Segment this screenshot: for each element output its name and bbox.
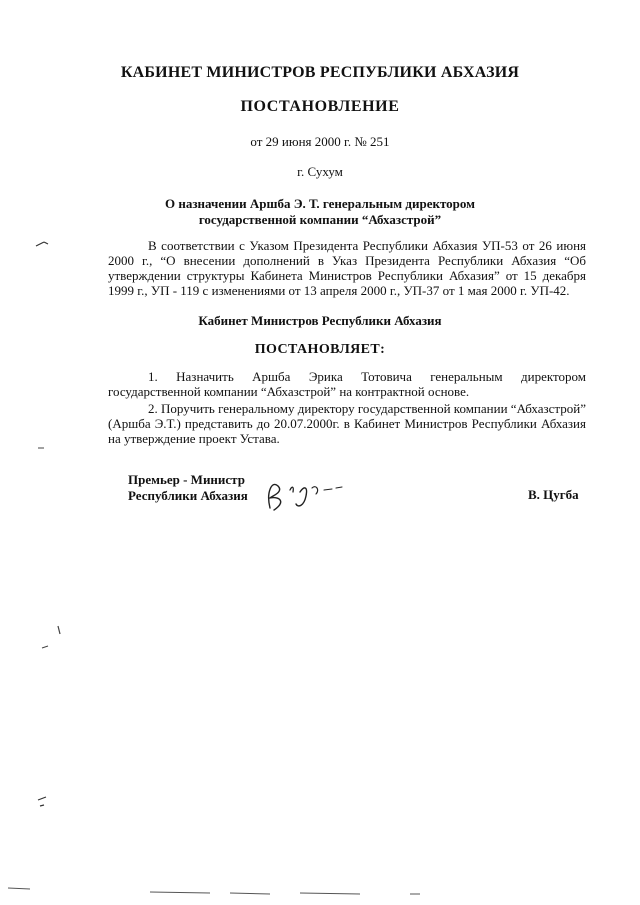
issuing-body: Кабинет Министров Республики Абхазия [198, 313, 442, 328]
resolves-heading: ПОСТАНОВЛЯЕТ: [254, 342, 386, 357]
preamble-paragraph: В соответствии с Указом Президента Республики Абхазия УП-53 от 26 июня 2000 г., “О внесении дополнений в Указ Президента Республики Абхазия “Об утверждении структуры Кабинета Министров Республики Абхазия” от 15 декабря 1999 г., УП - 119 с изменениями от 13 апреля 2000 г., УП-37 от 1 мая 2000 г. УП-42. [108, 238, 586, 298]
date-and-number: от 29 июня 2000 г. № 251 [250, 134, 390, 149]
document-type-heading: ПОСТАНОВЛЕНИЕ [240, 98, 400, 115]
resolution-item-2: 2. Поручить генеральному директору государственной компании “Абхазстрой” (Аршба Э.Т.) представить до 20.07.2000г. в Кабинет Министров Республики Абхазия на утверждение проект Устава. [108, 401, 586, 446]
city: г. Сухум [297, 164, 343, 179]
subject-line-2: государственной компании “Абхазстрой” [198, 212, 442, 227]
signer-name: В. Цугба [528, 487, 579, 502]
subject-line-1: О назначении Аршба Э. Т. генеральным директором [164, 196, 476, 211]
organization-heading: КАБИНЕТ МИНИСТРОВ РЕСПУБЛИКИ АБХАЗИЯ [120, 64, 520, 81]
signer-title-line-1: Премьер - Министр [128, 472, 245, 487]
resolution-item-1: 1. Назначить Аршба Эрика Тотовича генеральным директором государственной компании “Абхазстрой” на контрактной основе. [108, 369, 586, 399]
signer-title-line-2: Республики Абхазия [128, 488, 248, 503]
